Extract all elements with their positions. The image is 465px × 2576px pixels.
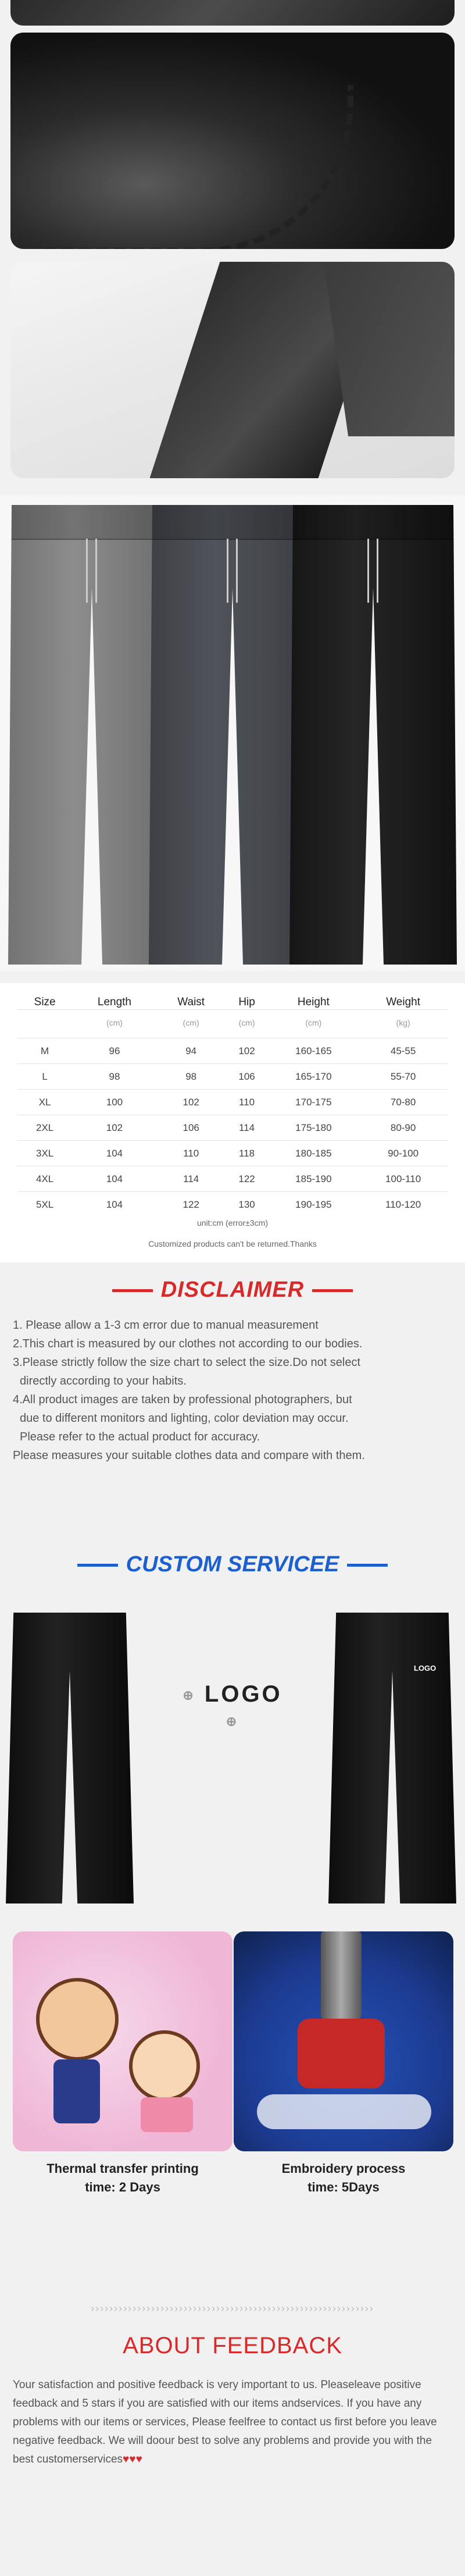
table-row [17,1192,448,1218]
col-hip: Hip [238,996,255,1008]
fabric-seam-photo [10,33,455,249]
table-cell: 104 [72,1192,156,1218]
col-waist: Waist [177,996,205,1008]
embroidered-text [257,2094,431,2129]
feedback-title: ABOUT FEEDBACK [123,2333,342,2358]
trouser-hem-photo [10,262,455,478]
table-row [17,1166,448,1192]
table-cell: 114 [226,1115,269,1141]
table-cell: 90-100 [359,1141,448,1166]
unit-cell: (cm) [157,1010,226,1038]
table-cell: 55-70 [359,1064,448,1090]
table-cell: 80-90 [359,1115,448,1141]
table-cell: 102 [72,1115,156,1141]
table-cell: 100 [72,1090,156,1115]
unit-cell: (cm) [226,1010,269,1038]
caption-line: Thermal transfer printing [46,2161,199,2176]
table-row [17,1141,448,1166]
table-cell: M [17,1038,72,1064]
cartoon-figure [53,2059,100,2123]
col-length: Length [97,996,132,1008]
table-cell: 122 [157,1192,226,1218]
table-cell: 110 [226,1090,269,1115]
table-cell: 94 [157,1038,226,1064]
logo-pants-image [328,1613,456,1903]
disclaimer-line: Please measures your suitable clothes data and compare with them. [13,1449,365,1462]
plain-pants-image [6,1613,134,1903]
thermal-transfer-photo [13,1931,233,2151]
table-cell: 170-175 [268,1090,359,1115]
unit-cell: (cm) [268,1010,359,1038]
embroidery-photo [234,1931,453,2151]
size-table-units [17,1010,448,1038]
disclaimer-line: 4.All product images are taken by professional photographers, but [13,1393,352,1406]
table-cell: 110-120 [359,1192,448,1218]
table-cell: 118 [226,1141,269,1166]
size-chart [0,983,465,1262]
disclaimer-line: 1. Please allow a 1-3 cm error due to manual measurement [13,1319,319,1332]
table-cell: 130 [226,1192,269,1218]
thermal-caption [13,2159,233,2197]
embroidery-needle [321,1931,362,2019]
table-cell: 45-55 [359,1038,448,1064]
table-cell: 70-80 [359,1090,448,1115]
table-cell: 104 [72,1166,156,1192]
custom-service-title: CUSTOM SERVICEE [0,1552,465,1577]
embroidery-caption [234,2159,453,2197]
table-cell: 102 [157,1090,226,1115]
embroidered-emblem [298,2019,385,2088]
table-cell: 190-195 [268,1192,359,1218]
color-options-photo [0,494,465,972]
table-cell: 2XL [17,1115,72,1141]
table-cell: 5XL [17,1192,72,1218]
caption-line: time: 5Days [307,2180,380,2194]
feedback-body: Your satisfaction and positive feedback is very important to us. Pleaseleave positive feedback and 5 stars if you are satisfied with our items andservices. If you have any problems with our items or services, Please feelfree to contact us first before you leave negative feedback. We will doour best to solve any problems and provide you with the best customerservices [13,2379,437,2465]
table-cell: 180-185 [268,1141,359,1166]
stitch-detail [45,85,353,249]
disclaimer-line: Please refer to the actual product for accuracy. [20,1431,260,1443]
disclaimer-line: directly according to your habits. [20,1375,187,1387]
disclaimer-line: due to different monitors and lighting, color deviation may occur. [20,1412,349,1425]
table-cell: 185-190 [268,1166,359,1192]
table-cell: 160-165 [268,1038,359,1064]
table-cell: L [17,1064,72,1090]
printed-logo: LOGO [414,1664,437,1673]
size-table [17,989,448,1217]
table-cell: 106 [157,1115,226,1141]
size-table-header [17,989,448,1010]
table-cell: XL [17,1090,72,1115]
hem-leg [324,262,455,436]
table-row [17,1064,448,1090]
table-cell: 122 [226,1166,269,1192]
caption-line: time: 2 Days [85,2180,160,2194]
table-cell: 104 [72,1141,156,1166]
unit-cell: (cm) [72,1010,156,1038]
table-row [17,1115,448,1141]
table-cell: 98 [72,1064,156,1090]
table-cell: 165-170 [268,1064,359,1090]
black-pants-image [286,505,460,965]
unit-cell: (kg) [359,1010,448,1038]
logo-text: LOGO [204,1681,282,1707]
table-cell: 110 [157,1141,226,1166]
table-cell: 100-110 [359,1166,448,1192]
plus-circle-icon: ⊕ [226,1714,239,1729]
table-cell: 4XL [17,1166,72,1192]
table-cell: 102 [226,1038,269,1064]
table-cell: 98 [157,1064,226,1090]
custom-return-note: Customized products can't be returned.Thanks [148,1239,317,1248]
disclaimer-text [13,1316,452,1465]
col-weight: Weight [386,996,420,1008]
table-cell: 106 [226,1064,269,1090]
feedback-text [13,2376,452,2469]
fabric-photo-top [10,0,455,26]
logo-label [174,1681,291,1734]
table-row [17,1090,448,1115]
table-cell: 114 [157,1166,226,1192]
table-cell: 96 [72,1038,156,1064]
cartoon-figure [141,2097,193,2132]
unit-cell [17,1010,72,1038]
table-row [17,1038,448,1064]
caption-line: Embroidery process [281,2161,406,2176]
disclaimer-line: 3.Please strictly follow the size chart to select the size.Do not select [13,1356,361,1369]
disclaimer-title: DISCLAIMER [0,1278,465,1303]
disclaimer-line: 2.This chart is measured by our clothes not according to our bodies. [13,1337,363,1350]
col-size: Size [34,996,56,1008]
decorative-divider: ››››››››››››››››››››››››››››››››››››››››››››››››››››››››››››› [91,2303,374,2314]
col-height: Height [297,996,330,1008]
cartoon-figure [129,2030,200,2101]
plus-circle-icon: ⊕ [183,1688,196,1703]
unit-note: unit:cm (error±3cm) [196,1218,269,1227]
cartoon-figure [36,1978,119,2061]
table-cell: 175-180 [268,1115,359,1141]
table-cell: 3XL [17,1141,72,1166]
hearts: ♥♥♥ [123,2453,142,2465]
